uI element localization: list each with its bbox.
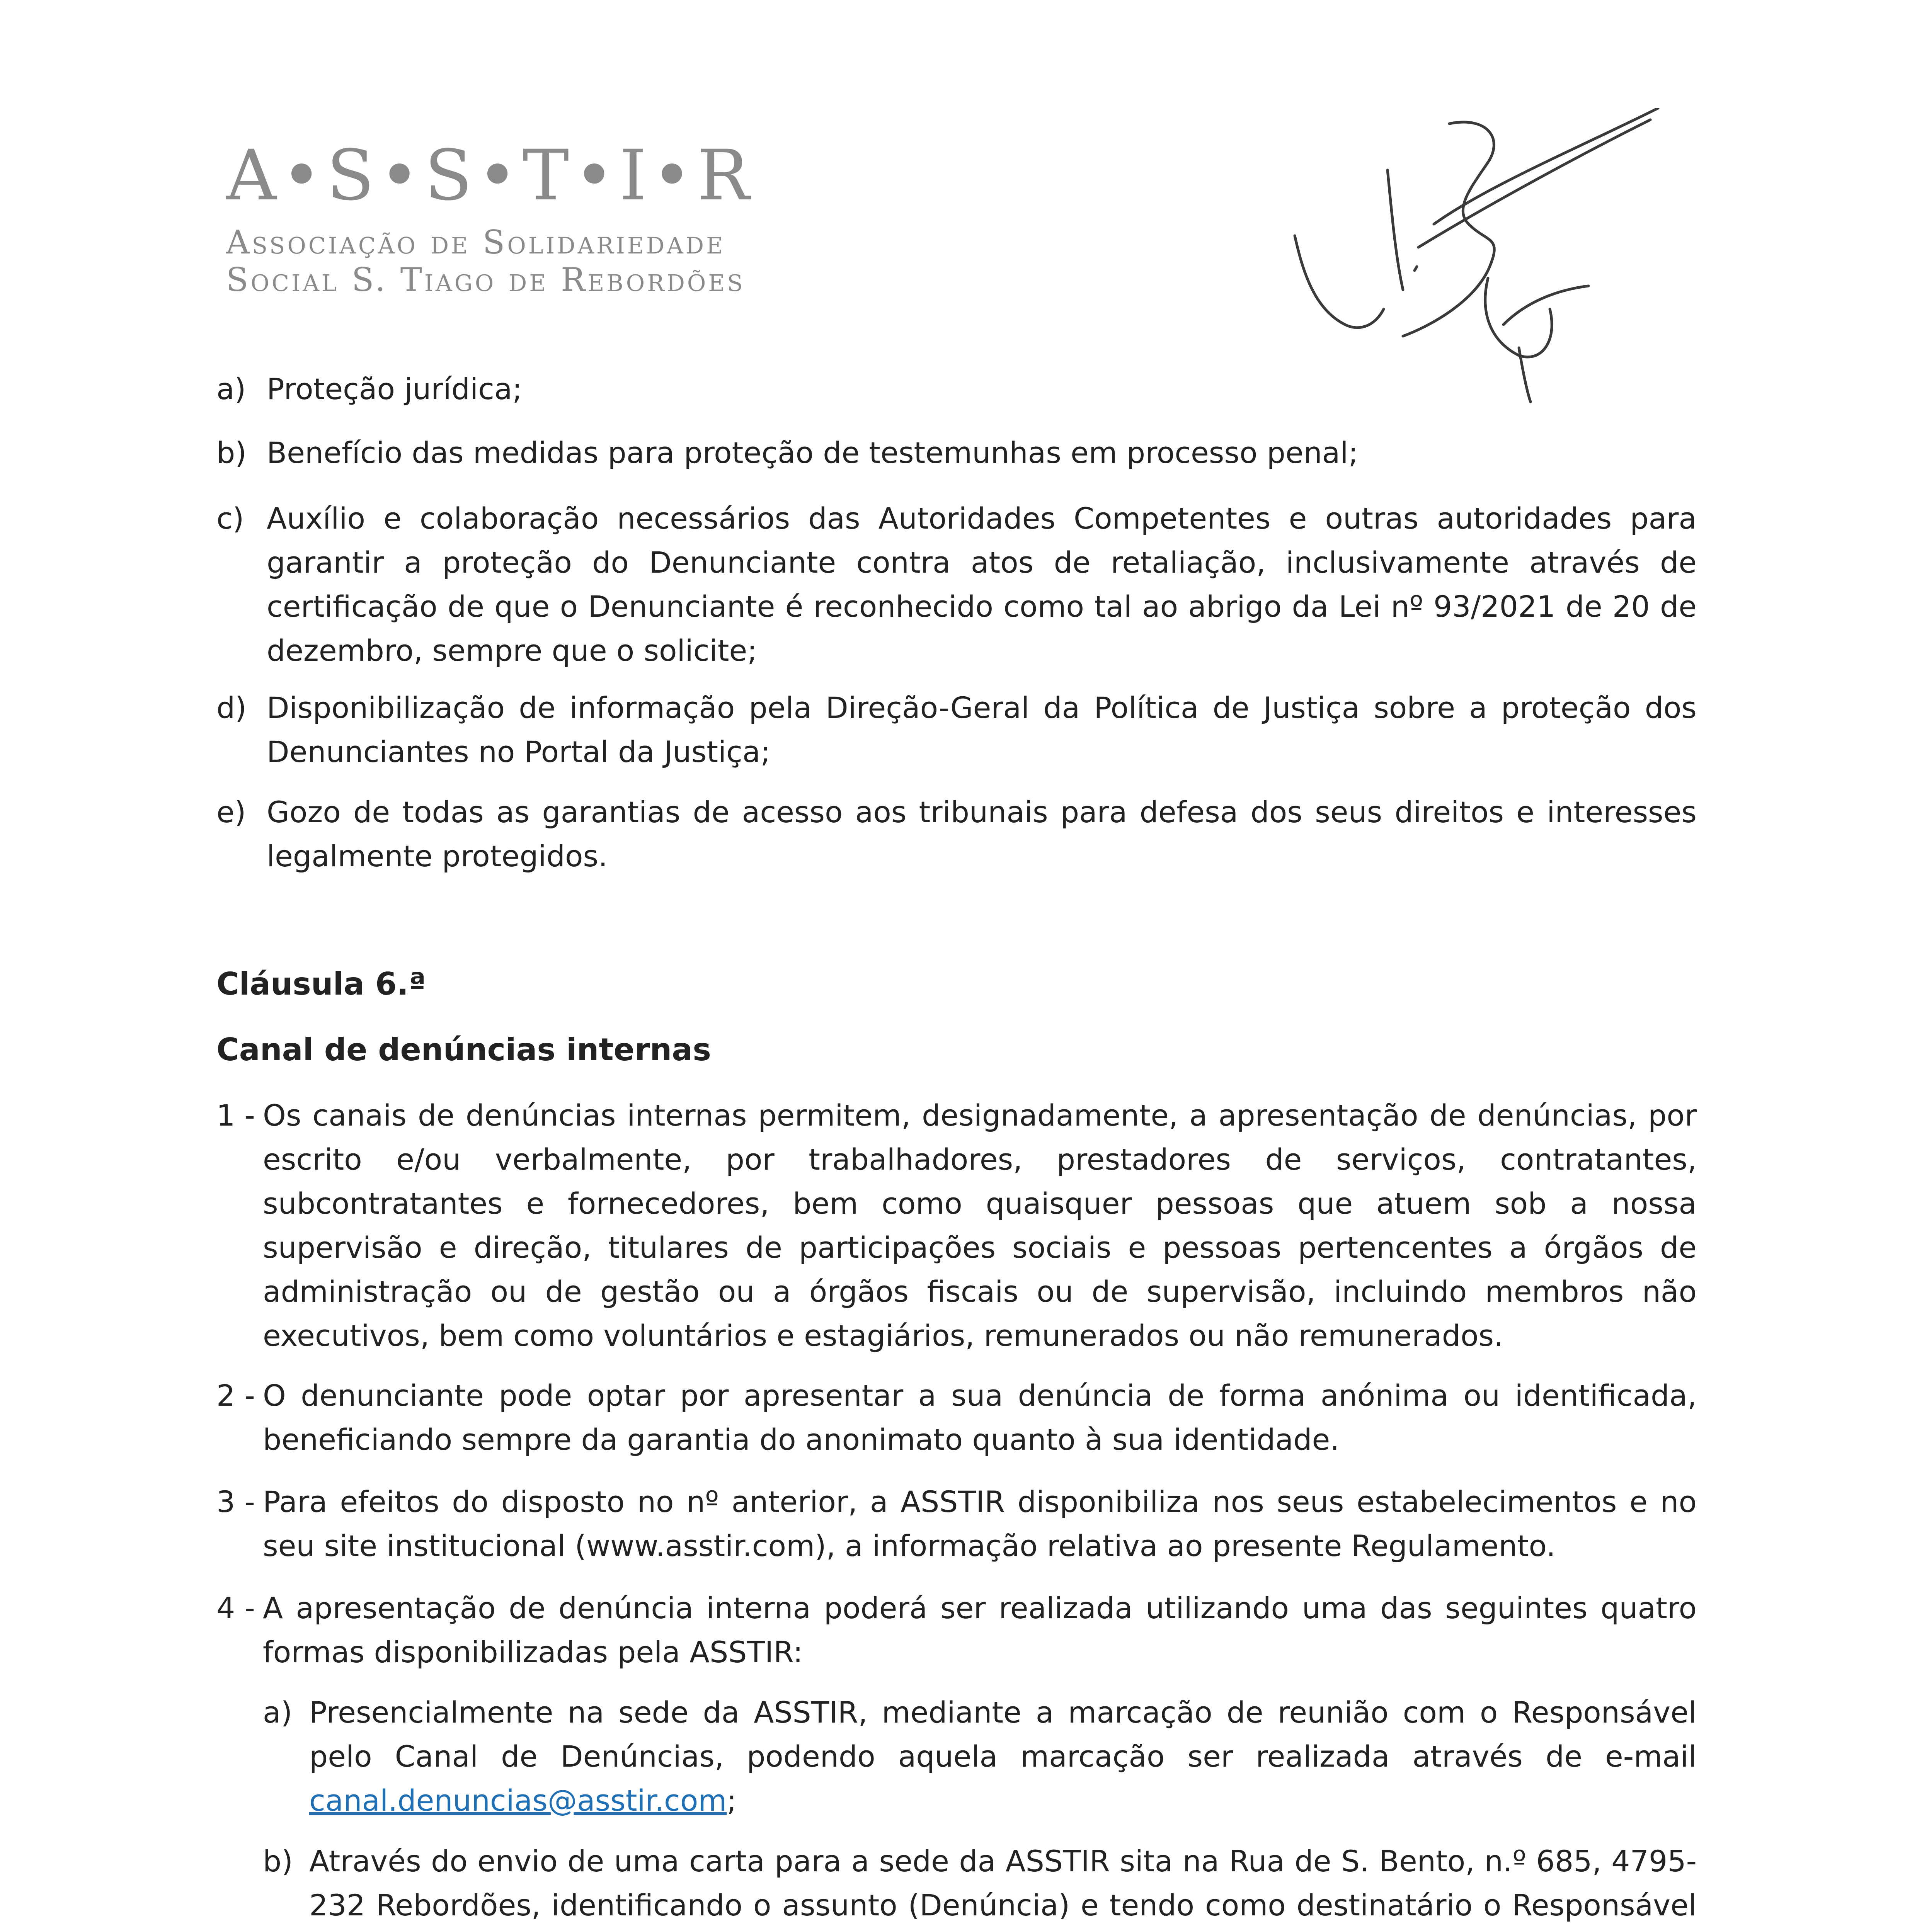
item-text: Os canais de denúncias internas permitem, designadamente, a apresentação de denúncias, por escrito e/ou verbalmente, por trabalhadores, prestadores de serviços, contratantes, subcontratantes e fornecedores, bem como quaisquer pessoas que atuem sob a nossa supervisão e direção, titulares de participações sociais e pessoas pertencentes a órgãos de administração ou de gestão ou a órgãos fiscais ou de supervisão, incluindo membros não executivos, bem como voluntários e estagiários, remunerados ou não remunerados.	[263, 1098, 1697, 1353]
item-text: Para efeitos do disposto no nº anterior, a ASSTIR disponibiliza nos seus estabelecimentos e no seu site institucional (www.asstir.com), a informação relativa ao presente Regulamento.	[263, 1485, 1697, 1563]
item-number: 2 -	[216, 1378, 255, 1413]
list-text: Gozo de todas as garantias de acesso aos tribunais para defesa dos seus direitos e interesses legalmente protegidos.	[267, 795, 1697, 873]
logo-line-2: Social S. Tiago de Rebordões	[226, 260, 745, 299]
handwritten-signature	[1287, 108, 1666, 410]
list-text: Presencialmente na sede da ASSTIR, mediante a marcação de reunião com o Responsável pelo Canal de Denúncias, podendo aquela marcação ser realizada através de e-mail	[309, 1695, 1697, 1774]
list-item	[216, 790, 1697, 878]
list-marker: a)	[216, 372, 246, 406]
list-text: Benefício das medidas para proteção de testemunhas em processo penal;	[267, 435, 1359, 470]
numbered-item	[216, 1374, 1697, 1462]
organization-logo	[226, 135, 844, 299]
list-item	[216, 367, 1697, 411]
list-item	[216, 686, 1697, 774]
sub-list-item	[263, 1690, 1697, 1823]
numbered-item	[216, 1480, 1697, 1568]
item-text: O denunciante pode optar por apresentar a sua denúncia de forma anónima ou identificada, beneficiando sempre da garantia do anonimato quanto à sua identidade.	[263, 1378, 1697, 1457]
list-marker: a)	[263, 1695, 293, 1730]
logo-line-1: Associação de Solidariedade	[226, 223, 725, 261]
list-marker: b)	[216, 435, 247, 470]
numbered-item	[216, 1586, 1697, 1674]
list-marker: d)	[216, 690, 247, 725]
list-item	[216, 497, 1697, 673]
list-text: Proteção jurídica;	[267, 372, 523, 406]
list-item	[216, 431, 1697, 475]
list-text: Através do envio de uma carta para a sede da ASSTIR sita na Rua de S. Bento, n.º 685, 4795-232 Rebordões, identificando o assunto (Denúncia) e tendo como destinatário o Responsável	[309, 1844, 1697, 1922]
item-number: 4 -	[216, 1591, 255, 1625]
item-number: 1 -	[216, 1098, 255, 1133]
item-text: A apresentação de denúncia interna poderá ser realizada utilizando uma das seguintes quatro formas disponibilizadas pela ASSTIR:	[263, 1591, 1697, 1669]
list-marker: e)	[216, 795, 246, 829]
clause-6-number: Cláusula 6.ª	[216, 966, 426, 1002]
sub-list-item	[263, 1839, 1697, 1932]
item-number: 3 -	[216, 1485, 255, 1519]
logo-wordmark: A•S•S•T•I•R	[226, 135, 754, 216]
list-text: Auxílio e colaboração necessários das Autoridades Competentes e outras autoridades para garantir a proteção do Denunciante contra atos de retaliação, inclusivamente através de certificação de que o Denunciante é reconhecido como tal ao abrigo da Lei nº 93/2021 de 20 de dezembro, sempre que o solicite;	[267, 501, 1697, 668]
list-marker: b)	[263, 1844, 293, 1878]
list-marker: c)	[216, 501, 244, 536]
list-text-suffix: ;	[727, 1783, 737, 1818]
list-text: Disponibilização de informação pela Direção-Geral da Política de Justiça sobre a proteção dos Denunciantes no Portal da Justiça;	[267, 690, 1697, 769]
clause-6-title: Canal de denúncias internas	[216, 1032, 711, 1068]
email-link[interactable]: canal.denuncias@asstir.com	[309, 1783, 727, 1818]
numbered-item	[216, 1094, 1697, 1358]
